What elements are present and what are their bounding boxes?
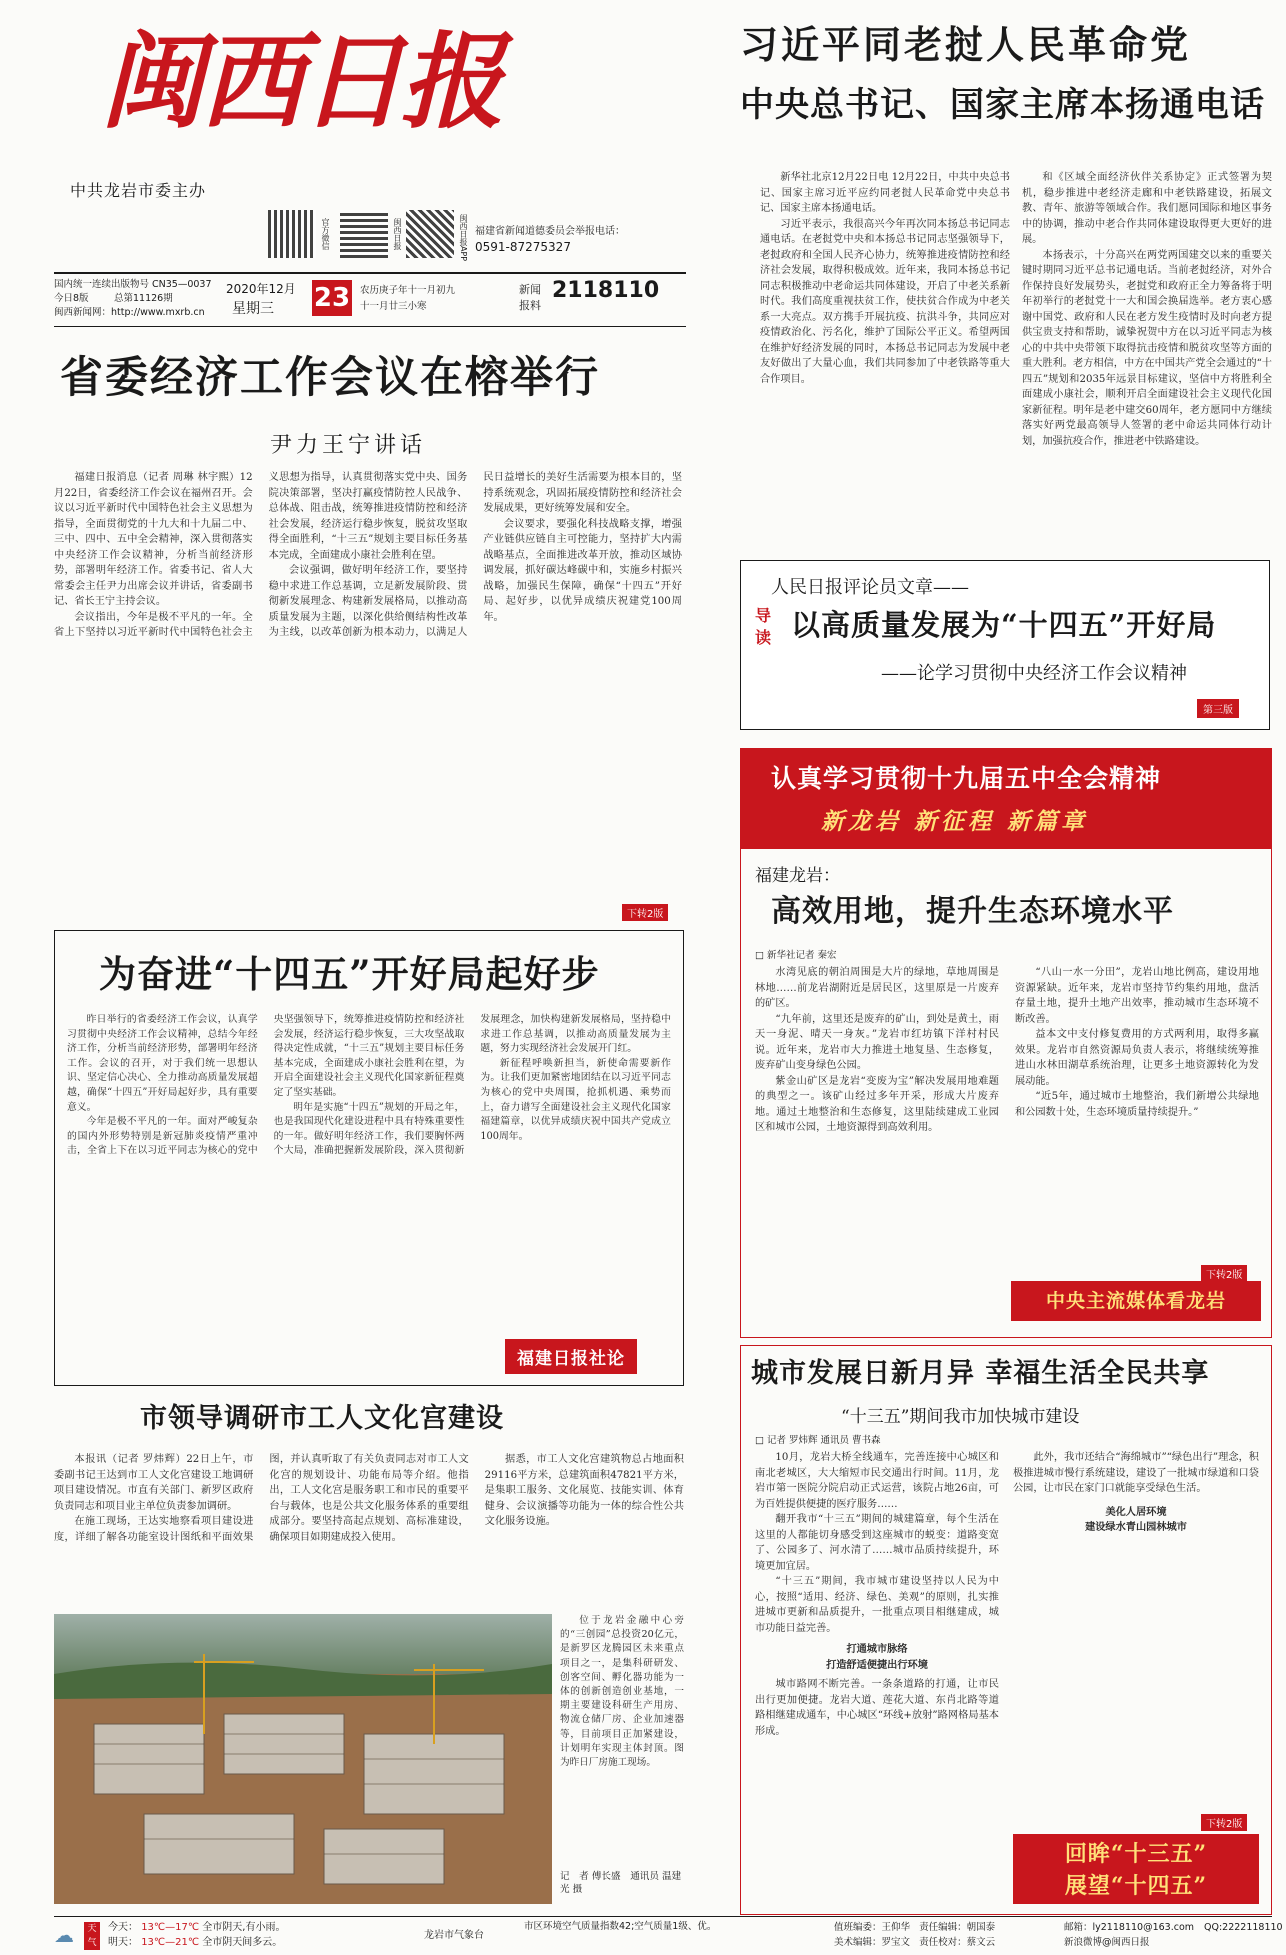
commentary-subtitle: ——论学习贯彻中央经济工作会议精神 xyxy=(881,663,1187,684)
chief-name: 朝国泰 xyxy=(966,1922,996,1933)
commentary-tag: 导读 xyxy=(755,606,772,647)
date-day: 23 xyxy=(312,280,352,316)
meeting-para: 会议要求，要强化科技战略支撑，增强产业链供应链自主可控能力，坚持扩大内需战略基点，全面推进改革开放，推动区域协调发展，抓好碳达峰碳中和，实施乡村振兴战略，加强民生保障，确保“十四五”开好局、起好步，以优异成绩庆祝建党100周年。 xyxy=(483,518,682,623)
today-temp: 13℃—17℃ xyxy=(141,1922,200,1933)
city-para: 翻开我市“十三五”期间的城建篇章，每个生活在这里的人都能切身感受到这座城市的蜕变：道路变宽了、公园多了、河水清了……城市品质持续提升，环境更加宜居。 xyxy=(755,1514,999,1572)
page-count: 今日8版 xyxy=(54,293,89,304)
tomorrow-temp: 13℃—21℃ xyxy=(141,1937,200,1948)
editor-credits xyxy=(834,1920,995,1935)
city-section xyxy=(740,1345,1272,1915)
city-para: 10月，龙岩大桥全线通车，完善连接中心城区和南北老城区，大大缩短市民交通出行时间。11月，龙岩市第一医院分院启动正式运营，该院占地26亩，可为百姓提供便捷的医疗服务…… xyxy=(755,1452,999,1510)
culture-para: 在施工现场，王达实地察看项目建设进度，详细了解各功能室设计图纸和平面效果图，并认真听取了有关负责同志对市工人文化宫的规划设计、功能布局等介绍。他指出，工人文化宫是服务职工和市民的重要平台与载体，也是公共文化服务体系的重要组成部分。要坚持高起点规划、高标准建设，确保项目如期建成投入使用。 xyxy=(54,1454,469,1543)
study-para: 紫金山矿区是龙岩“变废为宝”解决发展用地难题的典型之一。该矿山经过多年开采，形成大片废弃地。通过土地整治和生态修复，这里陆续建成工业园区和城市公园，土地资源得到高效利用。 xyxy=(755,1075,999,1133)
editorial-para: 昨日举行的省委经济工作会议，认真学习贯彻中央经济工作会议精神，总结今年经济工作，分析当前经济形势，部署明年经济工作。会议的召开，对于我们统一思想认识、坚定信心决心、全力推动高质量发展超越，确保“十四五”开好局起好步，具有重要意义。 xyxy=(67,1014,258,1113)
meeting-para: 会议指出，今年是极不平凡的一年。全省上下坚持以习近平新时代中国特色社会主义思想为指导，认真贯彻落实党中央、国务院决策部署，坚决打赢疫情防控人民战争、总体战、阻击战，统筹推进疫情防控和经济社会发展，经济运行稳步恢复，脱贫攻坚取得全面胜利，“十三五”规划主要目标任务基本完成，全面建成小康社会胜利在望。 xyxy=(54,472,468,638)
city-title: 城市发展日新月异 幸福生活全民共享 xyxy=(751,1358,1210,1389)
contact-weibo[interactable]: 新浪微博@闽西日报 xyxy=(1064,1937,1150,1948)
city-banner-line1: 回眸“十三五” xyxy=(1064,1841,1208,1867)
website: 闽西新闻网：http://www.mxrb.cn xyxy=(54,307,205,318)
city-subhead: 建设绿水青山园林城市 xyxy=(1085,1521,1187,1533)
commentary-pre-title: 人民日报评论员文章—— xyxy=(771,577,969,598)
meeting-subtitle: 尹力王宁讲话 xyxy=(270,433,427,458)
air-quality: 市区环境空气质量指数42;空气质量1级、优。 xyxy=(524,1921,717,1932)
lead-para: 本扬表示，十分高兴在两党两国建交以来的重要关键时期同习近平总书记通电话。当前老挝经济，对外合作保持良好发展势头，老挝党和政府正全力筹备将于明年初举行的老挝党十一大和国会换届选举。老方衷心感谢中国党、政府和人民在老方发生疫情时及时向老方提供宝贵支持和帮助，诚挚祝贺中方在以习近平同志为核心的中共中央带领下取得抗击疫情和脱贫攻坚等方面的重大胜利。老方相信，中方在中国共产党全会通过的“十四五”规划和2035年远景目标建议，坚信中方将胜利全面建成小康社会，顺利开启全面建设社会主义现代化国家新征程。明年是老中建交60周年，老方愿同中方继续落实好两党最高领导人签署的老中命运共同体行动计划，加强抗疫合作，推进老中铁路建设。 xyxy=(1022,249,1272,447)
city-subhead: 打通城市脉络 xyxy=(846,1643,908,1655)
lead-para: 和《区域全面经济伙伴关系协定》正式签署为契机，稳步推进中老经济走廊和中老铁路建设，拓展文教、青年、旅游等领域合作。我们愿同国际和地区事务中的协调，推动中老合作共同体建设取得更大更好的进展。 xyxy=(1022,172,1272,245)
lead-title-line2: 中央总书记、国家主席本扬通电话 xyxy=(740,85,1265,125)
study-subtitle: 新龙岩 新征程 新篇章 xyxy=(821,808,1089,835)
editor-label: 值班编委： xyxy=(834,1922,882,1933)
city-para: 城市路网不断完善。一条条道路的打通，让市民出行更加便捷。龙岩大道、莲花大道、东肖北路等道路相继建成通车，中心城区“环线+放射”路网格局基本形成。 xyxy=(755,1679,999,1737)
study-para: 益本文中支付修复费用的方式两利用，取得多赢效果。龙岩市自然资源局负责人表示，将继续统筹推进山水林田湖草系统治理，让更多土地资源转化为发展动能。 xyxy=(1015,1029,1259,1087)
city-body-col1 xyxy=(755,1450,999,1906)
city-para: “十三五”期间，我市城市建设坚持以人民为中心，按照“适用、经济、绿色、美观”的原则，扎实推进城市更新和品质提升，一批重点项目相继建成，城市功能日益完善。 xyxy=(755,1576,999,1634)
qr-code-paper[interactable] xyxy=(340,210,388,258)
cn-number: 国内统一连续出版物号 CN35—0037 xyxy=(54,279,212,290)
editorial-para: 新征程呼唤新担当，新使命需要新作为。让我们更加紧密地团结在以习近平同志为核心的党中央周围，抢抓机遇、乘势而上，奋力谱写全面建设社会主义现代化国家福建篇章，以优异成绩庆祝中国共产党成立100周年。 xyxy=(480,1057,671,1142)
lunar-date-1: 农历庚子年十一月初九 xyxy=(360,285,456,296)
qr-label-wechat: 官方微信 xyxy=(321,218,330,250)
meeting-para: 福建日报消息（记者 周琳 林宇熙）12月22日，省委经济工作会议在福州召开。会议以习近平新时代中国特色社会主义思想为指导，全面贯彻党的十九大和十九届二中、三中、四中、五中全会精神，深入贯彻落实中央经济工作会议精神，分析当前经济形势，部署明年经济工作。省委书记、省人大常委会主任尹力出席会议并讲话，省委副书记、省长王宁主持会议。 xyxy=(54,472,253,607)
weekday: 星期三 xyxy=(232,301,274,317)
city-subhead: 美化人居环境 xyxy=(1105,1505,1167,1518)
qr-label-app: 闽西日报APP xyxy=(459,214,468,262)
study-body xyxy=(755,965,1259,1265)
qr-label-paper: 闽西日报 xyxy=(393,218,402,250)
commentary-title: 以高质量发展为“十四五”开好局 xyxy=(791,608,1217,642)
city-byline-text: 记者 罗炜辉 通讯员 曹书森 xyxy=(767,1435,881,1446)
study-lead-label: 福建龙岩： xyxy=(755,866,840,886)
construction-photo[interactable] xyxy=(54,1614,552,1904)
study-byline xyxy=(755,947,837,961)
culture-body xyxy=(54,1452,684,1602)
design-label: 美术编辑： xyxy=(834,1937,882,1948)
date-year-month: 2020年12月 xyxy=(226,282,296,296)
city-para: 此外，我市还结合“海绵城市”“绿色出行”理念，积极推进城市慢行系统建设，建设了一批城市绿道和口袋公园，让市民在家门口就能享受绿色生活。 xyxy=(1013,1452,1259,1494)
editorial-signature: 福建日报社论 xyxy=(505,1339,637,1374)
city-jump[interactable]: 下转2版 xyxy=(1201,1814,1247,1831)
issue-info xyxy=(54,278,686,322)
editorial-box xyxy=(54,930,684,1386)
meeting-body xyxy=(54,470,682,910)
news-hotline-label: 新闻报料 xyxy=(519,283,541,312)
proof-label: 责任校对： xyxy=(919,1937,967,1948)
editorial-para: 今年是极不平凡的一年。面对严峻复杂的国内外形势特别是新冠肺炎疫情严重冲击，全省上下在以习近平同志为核心的党中央坚强领导下，统筹推进疫情防控和经济社会发展，经济运行稳步恢复，三大攻坚战取得决定性成就，“十三五”规划主要目标任务基本完成，全面建成小康社会胜利在望，为开启全面建设社会主义现代化国家新征程奠定了坚实基础。 xyxy=(67,1014,465,1157)
qr-code-app[interactable] xyxy=(406,210,454,258)
news-hotline-number: 2118110 xyxy=(552,278,660,303)
issue-total: 总第11126期 xyxy=(114,293,173,304)
masthead-divider xyxy=(54,272,686,274)
meeting-para: 会议强调，做好明年经济工作，要坚持稳中求进工作总基调，立足新发展阶段、贯彻新发展理念、构建新发展格局，以推动高质量发展为主题，以深化供给侧结构性改革为主线，以改革创新为根本动力，以满足人民日益增长的美好生活需要为根本目的，坚持系统观念，巩固拓展疫情防控和经济社会发展成果，更好统筹发展和安全。 xyxy=(268,472,682,638)
tomorrow-desc: 全市阴天间多云。 xyxy=(202,1937,283,1948)
byline-marker-icon: □ xyxy=(755,1435,767,1446)
weather-today xyxy=(108,1920,285,1935)
byline-marker-icon: □ xyxy=(755,950,767,961)
weather-label: 天气 xyxy=(84,1922,100,1950)
study-title: 认真学习贯彻十九届五中全会精神 xyxy=(771,764,1162,793)
chief-label: 责任编辑： xyxy=(919,1922,967,1933)
today-desc: 全市阴天,有小雨。 xyxy=(202,1922,286,1933)
study-banner: 中央主流媒体看龙岩 xyxy=(1011,1281,1261,1321)
study-para: “九年前，这里还是废弃的矿山，到处是黄土，雨天一身泥、晴天一身灰。”龙岩市红坊镇下洋村村民说。近年来，龙岩市大力推进土地复垦、生态修复，废弃矿山变身绿色公园。 xyxy=(755,1013,999,1071)
qr-code-wechat[interactable] xyxy=(268,210,316,258)
proof-name: 蔡文云 xyxy=(966,1937,996,1948)
photo-caption-text: 位于龙岩金融中心旁的“三创园”总投资20亿元，是新罗区龙腾园区未来重点项目之一，是集科研研发、创客空间、孵化器功能为一体的创新创造创业基地，一期主要建设科研生产用房、物流仓储厂房、企业加速器等，目前项目正加紧建设，计划明年实现主体封顶。图为昨日厂房施工现场。 xyxy=(560,1615,684,1769)
culture-para: 本报讯（记者 罗炜辉）22日上午，市委副书记王达到市工人文化宫建设工地调研项目建设情况。市直有关部门、新罗区政府负责同志和项目业主单位负责参加调研。 xyxy=(54,1454,254,1512)
tomorrow-label: 明天： xyxy=(108,1937,138,1948)
commentary-box[interactable] xyxy=(740,560,1270,730)
newspaper-logo: 闽西日报 xyxy=(100,20,501,143)
photo-credit: 记 者 傅长盛 通讯员 温建光 摄 xyxy=(560,1871,682,1895)
footer-divider xyxy=(54,1916,1272,1917)
city-subhead: 打造舒适便捷出行环境 xyxy=(826,1658,928,1671)
publisher: 中共龙岩市委主办 xyxy=(70,181,207,200)
meeting-title: 省委经济工作会议在榕举行 xyxy=(60,353,600,403)
city-banner-line2: 展望“十四五” xyxy=(1064,1873,1208,1899)
footer xyxy=(54,1920,1283,1952)
culture-para: 据悉，市工人文化宫建筑物总占地面积29116平方米，总建筑面积47821平方米，是集职工服务、文化展览、技能实训、体育健身、会议演播等功能为一体的综合性公共文化服务设施。 xyxy=(484,1454,684,1527)
hotline-label: 福建省新闻道德委员会举报电话： xyxy=(475,226,625,237)
lead-body-col2 xyxy=(1022,170,1272,560)
issue-info-divider xyxy=(54,326,686,327)
contact-email[interactable]: 邮箱：ly2118110@163.com xyxy=(1064,1922,1195,1933)
lead-para: 习近平表示，我很高兴今年再次同本扬总书记同志通电话。在老挝党中央和本扬总书记同志坚强领导下，老挝政府和全国人民齐心协力，统筹推进疫情防控和经济社会发展，取得积极成效。近年来，我同本扬总书记同志积极推动中老命运共同体建设，开启了中老关系新时代。我们高度重视扶贫工作，使扶贫合作成为中老关系一大亮点。双方携手开展抗疫、抗洪斗争，共同应对疫情政治化、污名化，维护了国际公平正义。希望两国在维护好经济发展的同时，本扬总书记同志为发展中老友好做出了大量心血，我们共同参加了中老铁路等重大合作项目。 xyxy=(760,218,1010,385)
lead-body-col1 xyxy=(760,170,1010,560)
design-credits xyxy=(834,1935,995,1950)
editorial-para: 明年是实施“十四五”规划的开局之年，也是我国现代化建设进程中具有特殊重要性的一年。做好明年经济工作，我们要胸怀两个大局，准确把握新发展阶段，深入贯彻新发展理念，加快构建新发展格局，坚持稳中求进工作总基调，以推动高质量发展为主题，努力实现经济社会发展开门红。 xyxy=(273,1014,671,1157)
weather-icon: ☁ xyxy=(54,1923,74,1947)
study-para: “近5年，通过城市土地整治，我们新增公共绿地和公园数十处，生态环境质量持续提升。” xyxy=(1015,1091,1259,1118)
design-name: 罗宝文 xyxy=(881,1937,911,1948)
editorial-body xyxy=(67,1013,671,1373)
meeting-jump[interactable]: 下转2版 xyxy=(622,904,668,921)
lunar-date-2: 十一月廿三小寒 xyxy=(360,301,427,312)
lead-para: 新华社北京12月22日电 12月22日，中共中央总书记、国家主席习近平应约同老挝人民革命党中央总书记、国家主席本扬通电话。 xyxy=(760,172,1010,214)
weather-source: 龙岩市气象台 xyxy=(424,1930,484,1941)
city-byline xyxy=(755,1432,881,1446)
editor-name: 王仰华 xyxy=(881,1922,911,1933)
study-section xyxy=(740,748,1272,1338)
weather-tomorrow xyxy=(108,1935,282,1950)
photo-caption xyxy=(560,1614,684,1864)
commentary-jump[interactable]: 第三版 xyxy=(1197,699,1239,718)
culture-title: 市领导调研市工人文化宫建设 xyxy=(140,1403,504,1434)
study-para: 水湾见底的朝泊周围是大片的绿地，草地周围是林地……前龙岩湖附近是居民区，这里原是一片废弃的矿区。 xyxy=(755,967,999,1009)
city-banner xyxy=(1013,1834,1259,1904)
study-para: “八山一水一分田”，龙岩山地比例高，建设用地资源紧缺。近年来，龙岩市坚持节约集约用地，盘活存量土地，提升土地产出效率，推动城市生态环境不断改善。 xyxy=(1015,967,1259,1025)
lead-title-line1: 习近平同老挝人民革命党 xyxy=(740,22,1192,67)
study-byline-text: 新华社记者 秦宏 xyxy=(767,950,837,961)
study-jump[interactable]: 下转2版 xyxy=(1201,1265,1247,1282)
today-label: 今天： xyxy=(108,1922,138,1933)
city-body-col2 xyxy=(1013,1450,1259,1806)
hotline-number: 0591-87275327 xyxy=(475,240,571,254)
study-header xyxy=(741,749,1271,849)
study-headline: 高效用地，提升生态环境水平 xyxy=(771,894,1174,929)
editorial-title: 为奋进“十四五”开好局起好步 xyxy=(99,952,600,996)
contact-qq[interactable]: QQ:2222118110 xyxy=(1204,1922,1283,1933)
construction-site-image xyxy=(54,1614,552,1904)
city-subtitle: “十三五”期间我市加快城市建设 xyxy=(841,1407,1080,1427)
